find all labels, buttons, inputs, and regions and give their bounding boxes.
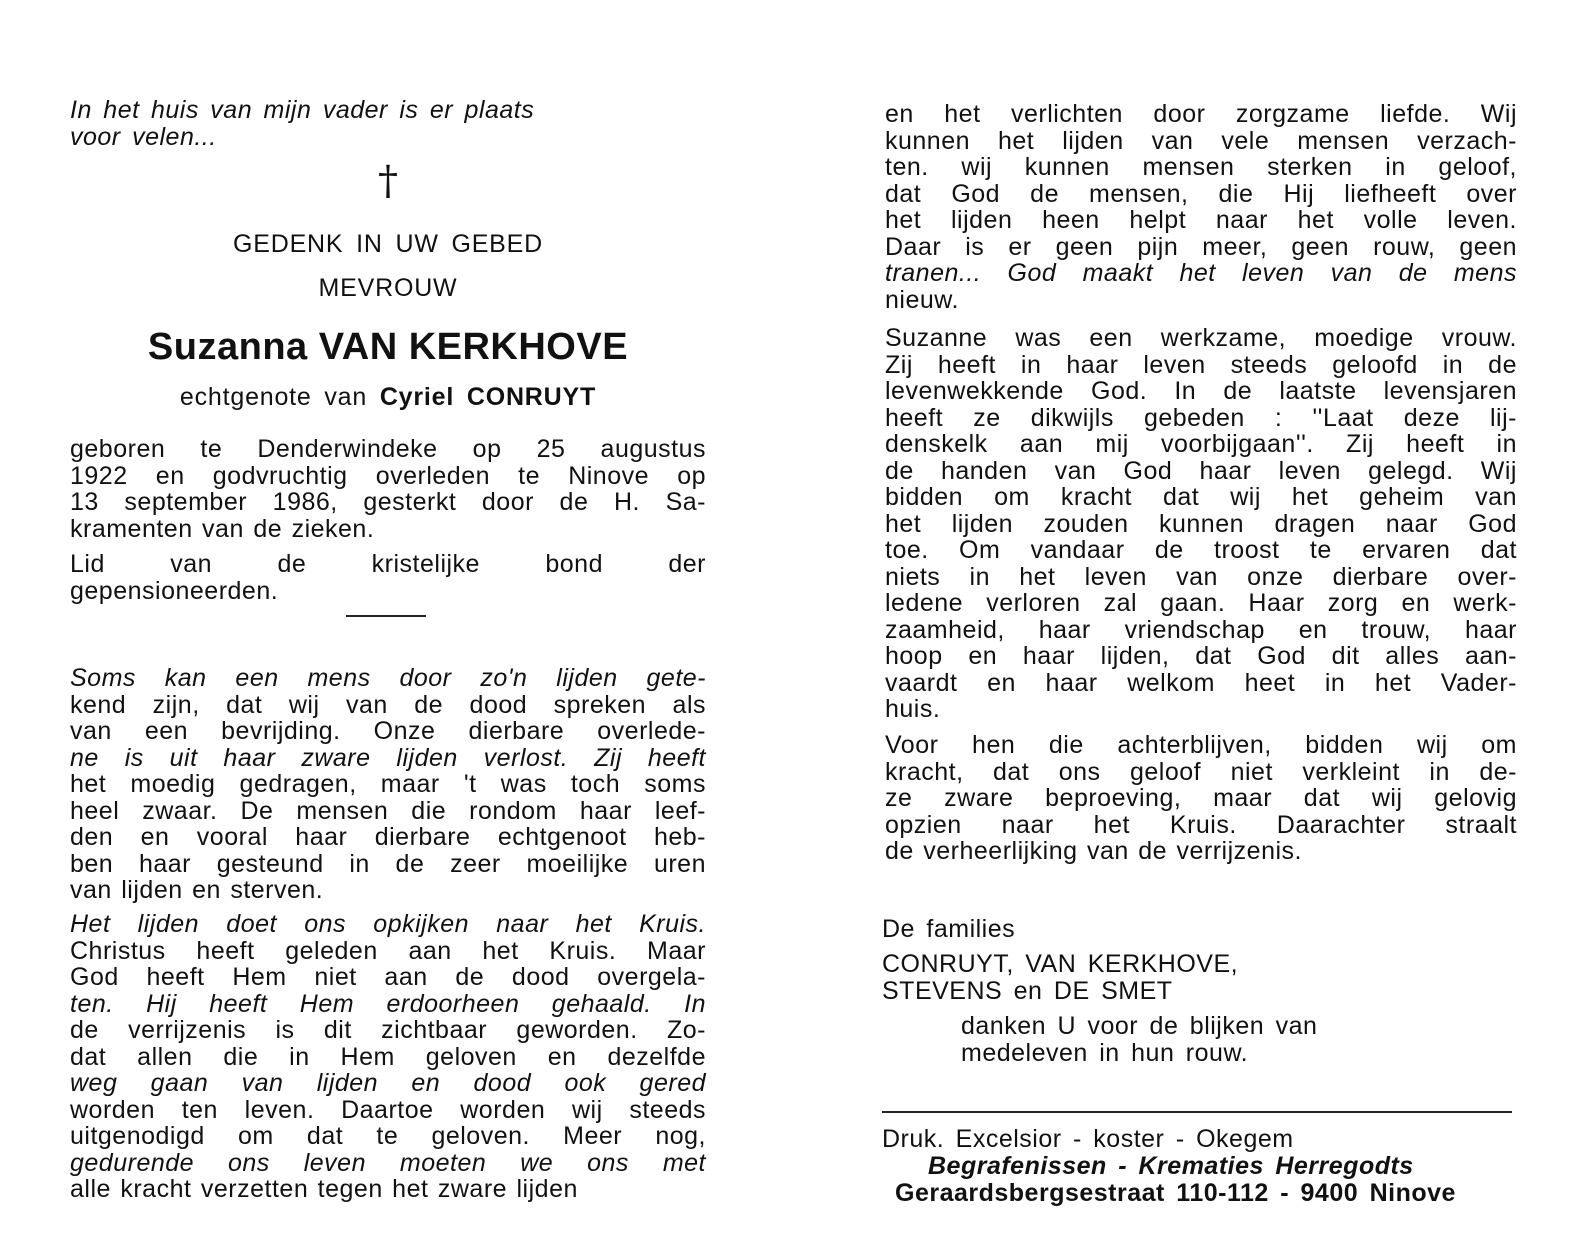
right-para2-line: niets in het leven van onze dierbare over-	[885, 562, 1517, 591]
right-para2-line: bidden om kracht dat wij het geheim van	[885, 483, 1517, 511]
left-para2-line: Het lijden doet ons opkijken naar het Kruis.	[70, 910, 706, 938]
right-para2-line: Suzanne was een werkzame, moedige vrouw.	[885, 324, 1517, 352]
left-birth-line: 1922 en godvruchtig overleden te Ninove op	[70, 461, 706, 490]
right-para3-line: kracht, dat ons geloof niet verkleint in de-	[885, 757, 1517, 786]
family-names-line-2: STEVENS en DE SMET	[882, 977, 1173, 1005]
left-birth-line: kramenten van de zieken.	[70, 514, 375, 543]
right-para2-line: levenwekkende God. In de laatste levensjaren	[885, 377, 1517, 405]
left-para2-line: de verrijzenis is dit zichtbaar geworden. Zo-	[70, 1016, 706, 1044]
left-para1-line: ben haar gesteund in de zeer moeilijke uren	[70, 849, 706, 878]
spouse-prefix: echtgenote van	[179, 383, 368, 411]
left-para1-line: van een bevrijding. Onze dierbare overlede-	[70, 717, 706, 745]
right-para1-line: en het verlichten door zorgzame liefde. Wij	[885, 100, 1517, 128]
left-para1-line: van lijden en sterven.	[70, 876, 324, 904]
left-para1-line: heel zwaar. De mensen die rondom haar leef-	[70, 796, 706, 825]
left-para2-line: dat allen die in Hem geloven en dezelfde	[70, 1042, 706, 1071]
left-para2-line: weg gaan van lijden en dood ook gered	[70, 1069, 706, 1097]
heading-remember: GEDENK IN UW GEBED	[233, 230, 543, 258]
family-label: De families	[882, 915, 1016, 943]
right-para3-line: de verheerlijking van de verrijzenis.	[885, 837, 1302, 865]
right-para2-line: de handen van God haar leven gelegd. Wij	[885, 456, 1517, 485]
deceased-name: Suzanna VAN KERKHOVE	[147, 326, 629, 368]
left-para2-line: worden ten leven. Daartoe worden wij steeds	[70, 1095, 706, 1124]
address-line: Geraardsbergsestraat 110-112 - 9400 Ninove	[895, 1179, 1456, 1207]
left-para1-line: ne is uit haar zware lijden verlost. Zij heeft	[70, 743, 706, 772]
right-para3-line: Voor hen die achterblijven, bidden wij om	[885, 731, 1517, 759]
separator-rule	[346, 615, 426, 617]
left-para2-line: gedurende ons leven moeten we ons met	[70, 1148, 706, 1177]
right-para2-line: vaardt en haar welkom heet in het Vader-	[885, 668, 1517, 697]
left-para1-line: het moedig gedragen, maar 't was toch soms	[70, 770, 706, 798]
right-para2-line: denskelk aan mij voorbijgaan''. Zij heeft in	[885, 430, 1517, 458]
right-para1-line: nieuw.	[885, 285, 959, 314]
left-para2-line: ten. Hij heeft Hem erdoorheen gehaald. In	[70, 989, 706, 1018]
right-para2-line: ledene verloren zal gaan. Haar zorg en werk-	[885, 589, 1517, 617]
footer-rule	[882, 1111, 1512, 1113]
right-para2-line: toe. Om vandaar de troost te ervaren dat	[885, 536, 1517, 564]
left-member-line: gepensioneerden.	[70, 576, 279, 605]
printer-line: Druk. Excelsior - koster - Okegem	[882, 1125, 1294, 1153]
right-para2-line: hoop en haar lijden, dat God dit alles aan-	[885, 642, 1517, 670]
left-para2-line: uitgenodigd om dat te geloven. Meer nog,	[70, 1122, 706, 1150]
heading-title: MEVROUW	[318, 274, 458, 302]
right-para3-line: opzien naar het Kruis. Daarachter straalt	[885, 810, 1517, 839]
right-para1-line: ten. wij kunnen mensen sterken in geloof,	[885, 153, 1517, 181]
thanks-line-1: danken U voor de blijken van	[961, 1012, 1318, 1040]
left-para1-line: den en vooral haar dierbare echtgenoot heb-	[70, 823, 706, 851]
right-para2-line: het lijden zouden kunnen dragen naar God	[885, 509, 1517, 538]
funeral-home-line: Begrafenissen - Krematies Herregodts	[928, 1152, 1414, 1180]
right-para2-line: Zij heeft in haar leven steeds geloofd in de	[885, 350, 1517, 379]
right-para1-line: het lijden heen helpt naar het volle leven.	[885, 206, 1517, 234]
right-para3-line: ze zware beproeving, maar dat wij gelovig	[885, 784, 1517, 812]
left-member-line: Lid van de kristelijke bond der	[70, 550, 706, 578]
right-para2-line: heeft ze dikwijls gebeden : ''Laat deze lij-	[885, 403, 1517, 432]
thanks-line-2: medeleven in hun rouw.	[961, 1039, 1249, 1067]
right-para1-line: kunnen het lijden van vele mensen verzach-	[885, 126, 1517, 155]
left-birth-line: 13 september 1986, gesterkt door de H. Sa-	[70, 488, 706, 516]
right-para2-line: zaamheid, haar vriendschap en trouw, haar	[885, 615, 1517, 644]
right-para1-line: Daar is er geen pijn meer, geen rouw, geen	[885, 232, 1517, 261]
left-para2-line: God heeft Hem niet aan de dood overgela-	[70, 963, 706, 991]
right-para2-line: huis.	[885, 695, 941, 723]
left-para1-line: Soms kan een mens door zo'n lijden gete-	[70, 664, 706, 692]
left-para2-line: Christus heeft geleden aan het Kruis. Maar	[70, 936, 706, 965]
left-para1-line: kend zijn, dat wij van de dood spreken als	[70, 690, 706, 719]
intro-line-2: voor velen...	[70, 123, 217, 151]
cross-icon: †	[378, 158, 398, 204]
left-para2-line: alle kracht verzetten tegen het zware lijden	[70, 1175, 578, 1203]
right-para1-line: tranen... God maakt het leven van de mens	[885, 259, 1517, 287]
right-para1-line: dat God de mensen, die Hij liefheeft over	[885, 179, 1517, 208]
spouse-line	[70, 383, 706, 412]
family-names-line-1: CONRUYT, VAN KERKHOVE,	[882, 950, 1239, 978]
spouse-name: Cyriel CONRUYT	[379, 383, 597, 411]
left-birth-line: geboren te Denderwindeke op 25 augustus	[70, 435, 706, 463]
intro-line-1: In het huis van mijn vader is er plaats	[70, 96, 535, 124]
